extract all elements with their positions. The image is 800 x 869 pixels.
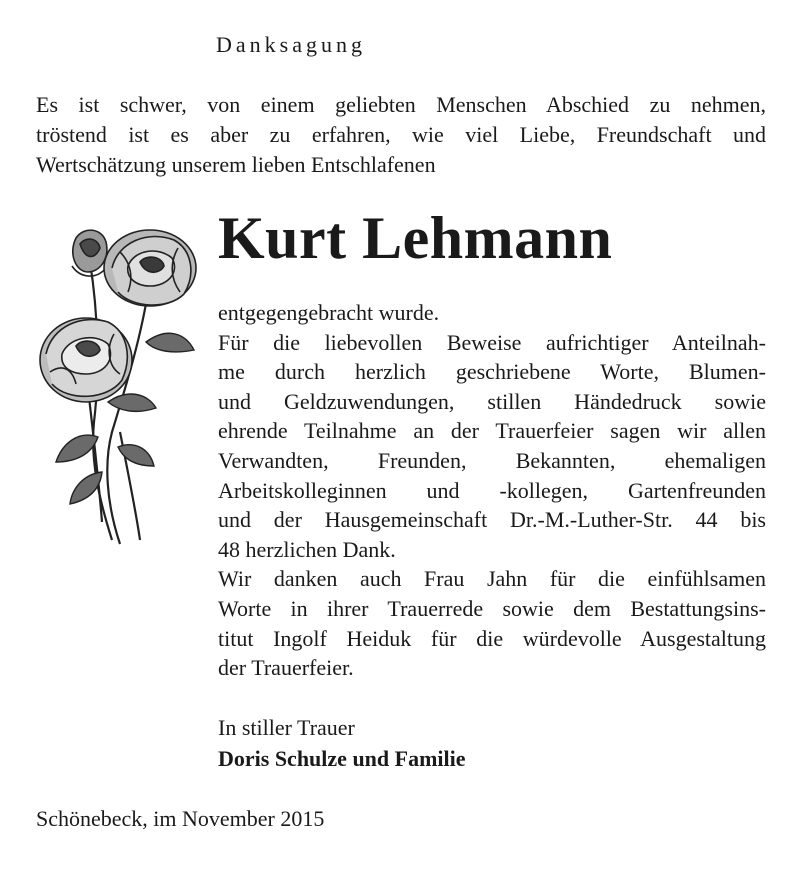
body-line: und Geldzuwendungen, stillen Händedruck sowie bbox=[218, 388, 766, 414]
intro-line: Wertschätzung unserem lieben Entschlafenen bbox=[36, 152, 436, 177]
body-line: Für die liebevollen Beweise aufrichtiger Anteilnah- bbox=[218, 329, 766, 355]
body-line: Worte in ihrer Trauerrede sowie dem Bestattungsins- bbox=[218, 595, 766, 621]
body-line: ehrende Teilnahme an der Trauerfeier sagen wir allen bbox=[218, 418, 766, 444]
body-line: der Trauerfeier. bbox=[218, 655, 354, 681]
intro-paragraph bbox=[36, 90, 766, 180]
closing-block bbox=[218, 712, 466, 774]
intro-line: Es ist schwer, von einem geliebten Menschen Abschied zu nehmen, bbox=[36, 92, 766, 117]
closing-phrase: In stiller Trauer bbox=[218, 715, 355, 740]
body-line: 48 herzlichen Dank. bbox=[218, 536, 396, 562]
body-paragraph bbox=[218, 298, 766, 683]
notice-heading: Danksagung bbox=[216, 32, 366, 57]
body-line: und der Hausgemeinschaft Dr.-M.-Luther-Str. 44 bis bbox=[218, 507, 766, 533]
signature: Doris Schulze und Familie bbox=[218, 746, 466, 771]
place-date: Schönebeck, im November 2015 bbox=[36, 806, 325, 831]
body-line: titut Ingolf Heiduk für die würdevolle Ausgestaltung bbox=[218, 625, 766, 651]
body-line: Arbeitskolleginnen und -kollegen, Gartenfreunden bbox=[218, 477, 766, 503]
body-line: Verwandten, Freunden, Bekannten, ehemaligen bbox=[218, 447, 766, 473]
body-line: me durch herzlich geschriebene Worte, Blumen- bbox=[218, 359, 766, 385]
roses-icon bbox=[28, 222, 208, 552]
deceased-name: Kurt Lehmann bbox=[218, 205, 613, 271]
intro-line: tröstend ist es aber zu erfahren, wie viel Liebe, Freundschaft und bbox=[36, 122, 766, 147]
body-line: entgegengebracht wurde. bbox=[218, 300, 440, 325]
body-line: Wir danken auch Frau Jahn für die einfühlsamen bbox=[218, 566, 766, 592]
